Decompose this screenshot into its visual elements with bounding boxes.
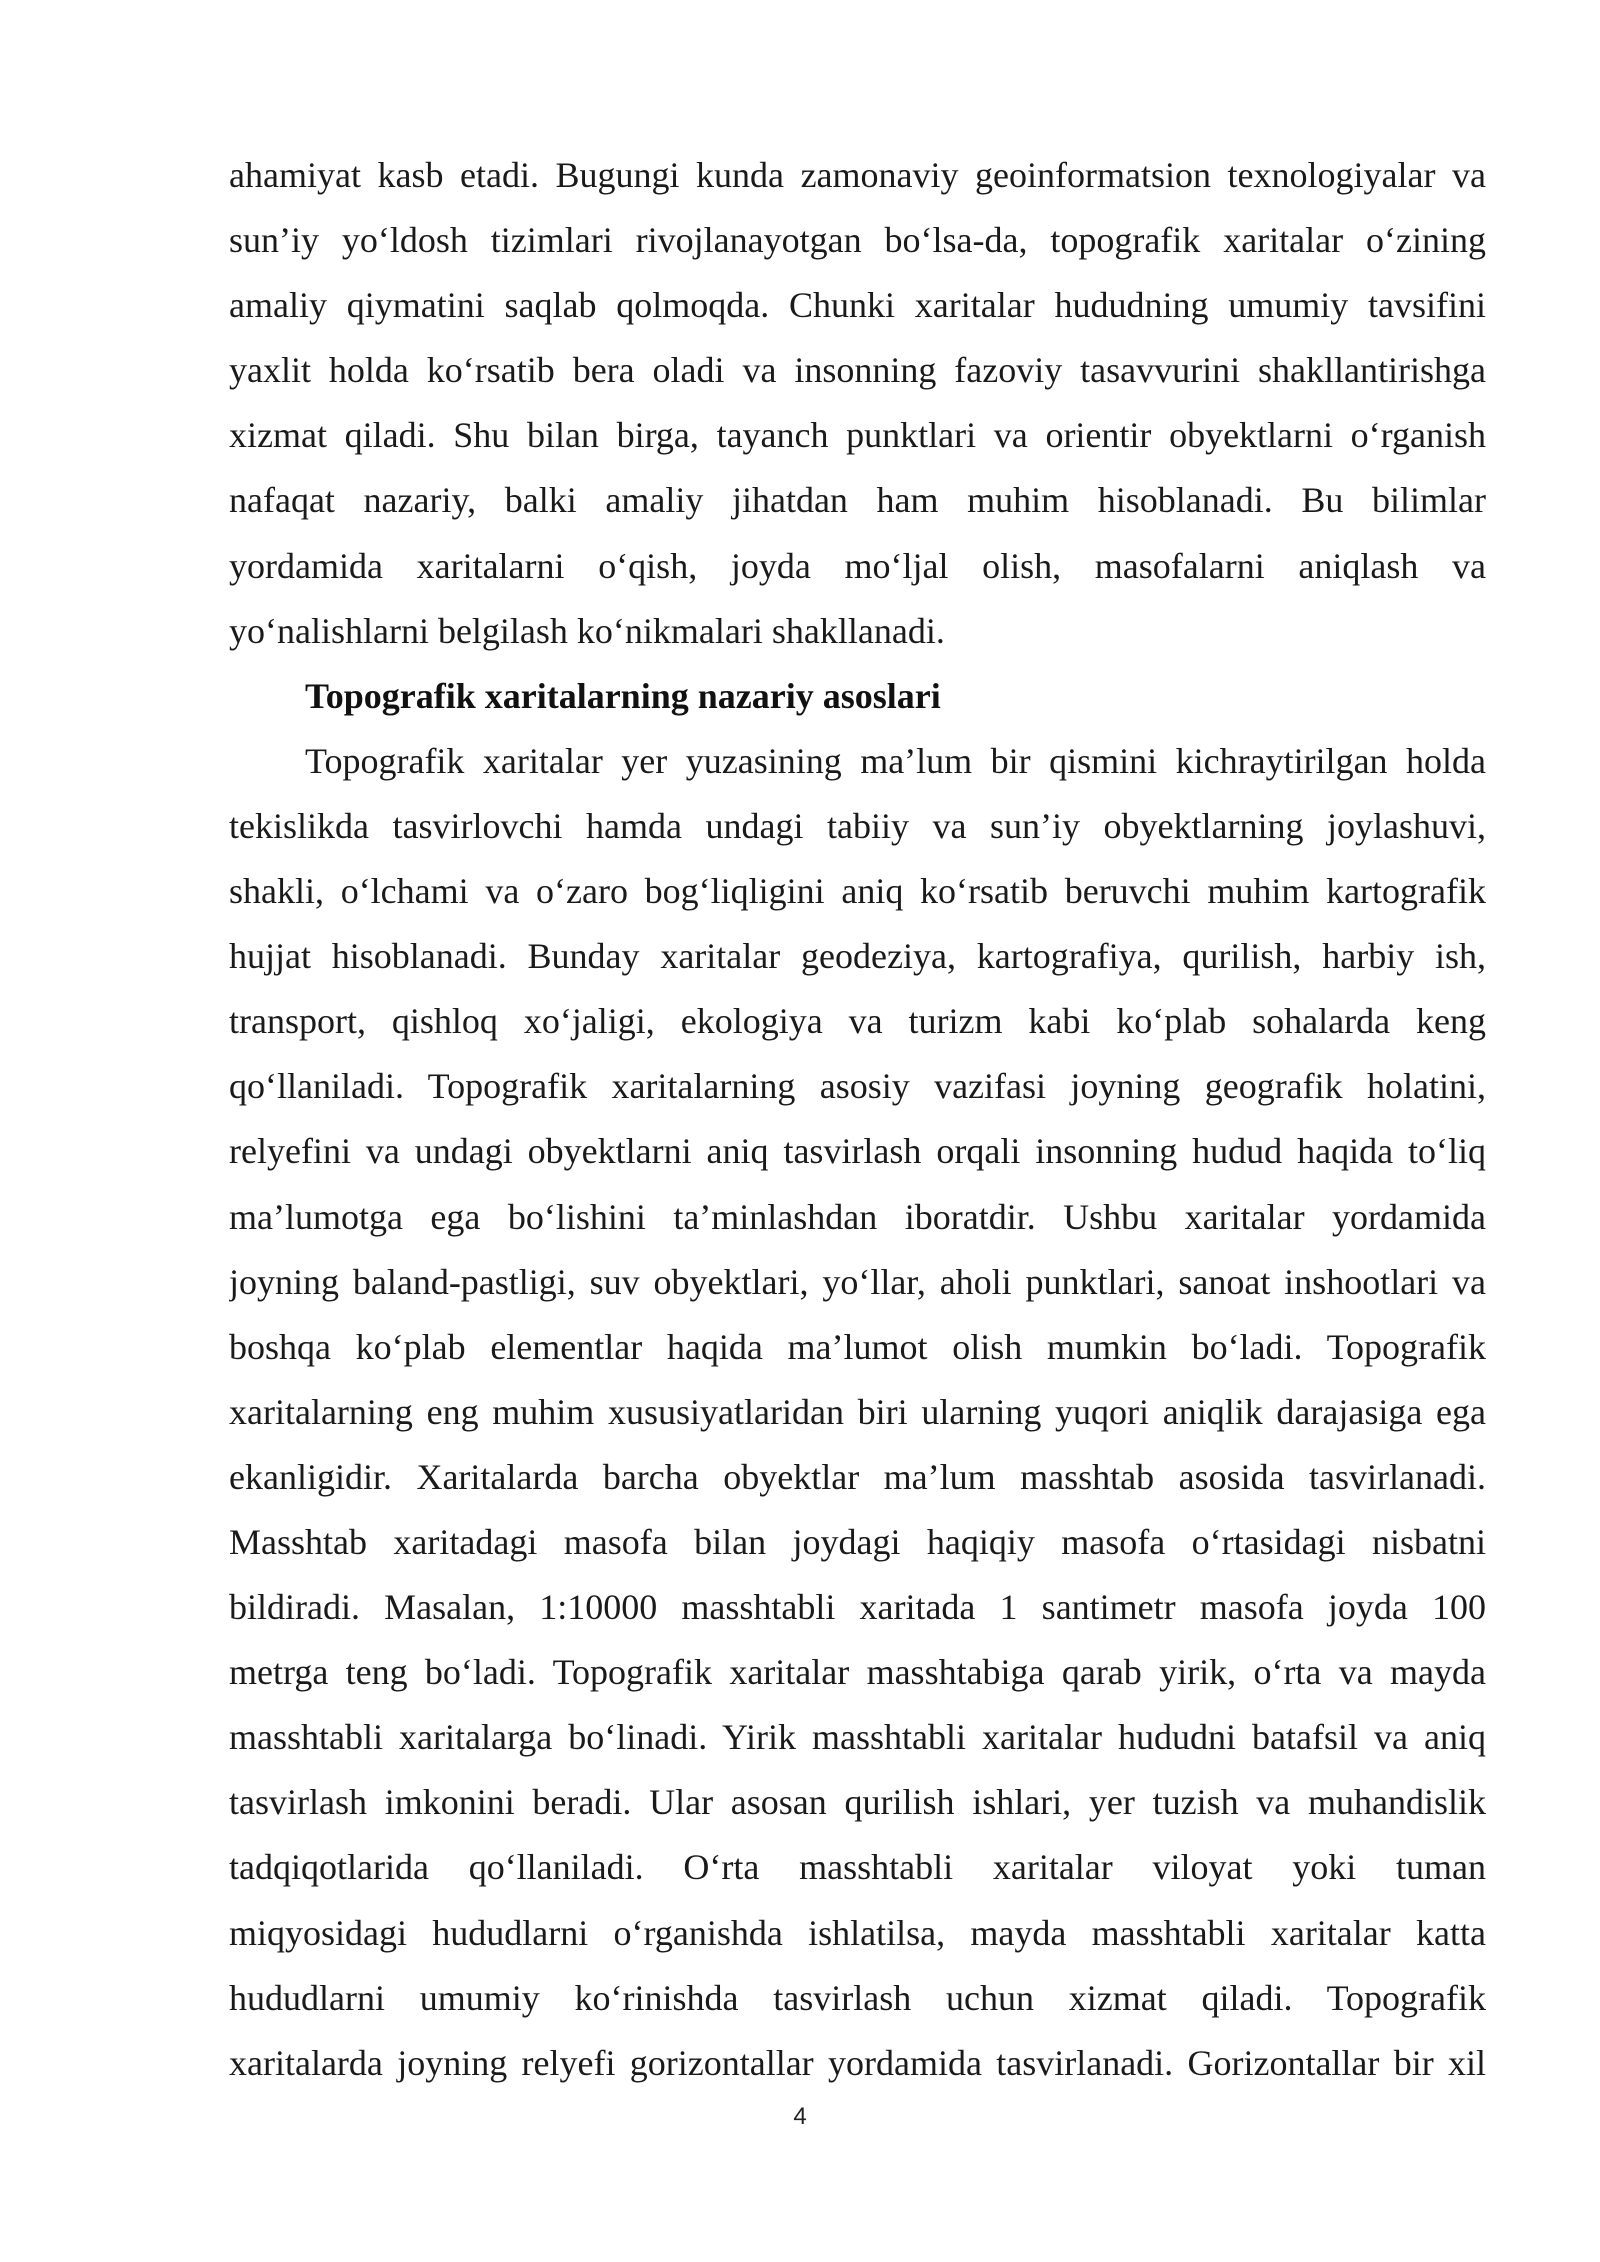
text-line: masshtabli xaritalarga bo‘linadi. Yirik masshtabli xaritalar hududni batafsil va aniq [229, 1717, 1486, 1758]
text-line: boshqa ko‘plab elementlar haqida ma’lumot olish mumkin bo‘ladi. Topografik [229, 1326, 1486, 1367]
text-line: yaxlit holda ko‘rsatib bera oladi va insonning fazoviy tasavvurini shakllantirishga [229, 350, 1486, 391]
text-line: ekanligidir. Xaritalarda barcha obyektlar ma’lum masshtab asosida tasvirlanadi. [229, 1456, 1486, 1497]
text-line: tasvirlash imkonini beradi. Ular asosan qurilish ishlari, yer tuzish va muhandislik [229, 1782, 1486, 1823]
page-number: 4 [793, 2103, 807, 2130]
text-line: hududlarni umumiy ko‘rinishda tasvirlash uchun xizmat qiladi. Topografik [229, 1977, 1486, 2018]
text-line: xaritalarda joyning relyefi gorizontallar yordamida tasvirlanadi. Gorizontallar bir xil [229, 2042, 1486, 2083]
text-line: ahamiyat kasb etadi. Bugungi kunda zamonaviy geoinformatsion texnologiyalar va [229, 155, 1486, 195]
text-line: metrga teng bo‘ladi. Topografik xaritalar masshtabiga qarab yirik, o‘rta va mayda [229, 1652, 1486, 1693]
text-line: qo‘llaniladi. Topografik xaritalarning asosiy vazifasi joyning geografik holatini, [229, 1066, 1486, 1107]
text-line: yordamida xaritalarni o‘qish, joyda mo‘ljal olish, masofalarni aniqlash va [229, 545, 1486, 586]
section-heading: Topografik xaritalarning nazariy asoslari [305, 675, 941, 716]
text-line: sun’iy yo‘ldosh tizimlari rivojlanayotgan bo‘lsa-da, topografik xaritalar o‘zining [229, 220, 1486, 261]
text-line: Masshtab xaritadagi masofa bilan joydagi haqiqiy masofa o‘rtasidagi nisbatni [229, 1521, 1486, 1562]
text-line: tekislikda tasvirlovchi hamda undagi tabiiy va sun’iy obyektlarning joylashuvi, [229, 805, 1486, 846]
text-line: xaritalarning eng muhim xususiyatlaridan biri ularning yuqori aniqlik darajasiga ega [229, 1391, 1486, 1432]
text-line: relyefini va undagi obyektlarni aniq tasvirlash orqali insonning hudud haqida to‘liq [229, 1131, 1486, 1172]
text-line: Topografik xaritalar yer yuzasining ma’lum bir qismini kichraytirilgan holda [305, 740, 1486, 781]
text-line: tadqiqotlarida qo‘llaniladi. O‘rta masshtabli xaritalar viloyat yoki tuman [229, 1847, 1486, 1888]
body-paragraph [229, 729, 1486, 2096]
text-line: joyning baland-pastligi, suv obyektlari, yo‘llar, aholi punktlari, sanoat inshootlari va [229, 1261, 1486, 1302]
text-line: xizmat qiladi. Shu bilan birga, tayanch punktlari va orientir obyektlarni o‘rganish [229, 415, 1486, 456]
text-line: amaliy qiymatini saqlab qolmoqda. Chunki xaritalar hududning umumiy tavsifini [229, 285, 1486, 326]
text-line: ma’lumotga ega bo‘lishini ta’minlashdan iboratdir. Ushbu xaritalar yordamida [229, 1196, 1486, 1237]
text-line: miqyosidagi hududlarni o‘rganishda ishlatilsa, mayda masshtabli xaritalar katta [229, 1912, 1486, 1953]
text-line: nafaqat nazariy, balki amaliy jihatdan ham muhim hisoblanadi. Bu bilimlar [229, 480, 1486, 521]
page-body [229, 143, 1486, 2096]
text-line: hujjat hisoblanadi. Bunday xaritalar geodeziya, kartografiya, qurilish, harbiy ish, [229, 936, 1486, 977]
text-line: bildiradi. Masalan, 1:10000 masshtabli xaritada 1 santimetr masofa joyda 100 [229, 1587, 1486, 1628]
intro-paragraph [229, 143, 1486, 664]
text-line: shakli, o‘lchami va o‘zaro bog‘liqligini aniq ko‘rsatib beruvchi muhim kartografik [229, 871, 1486, 912]
text-line: transport, qishloq xo‘jaligi, ekologiya va turizm kabi ko‘plab sohalarda keng [229, 1001, 1486, 1042]
text-line: yo‘nalishlarni belgilash ko‘nikmalari shakllanadi. [229, 610, 945, 651]
